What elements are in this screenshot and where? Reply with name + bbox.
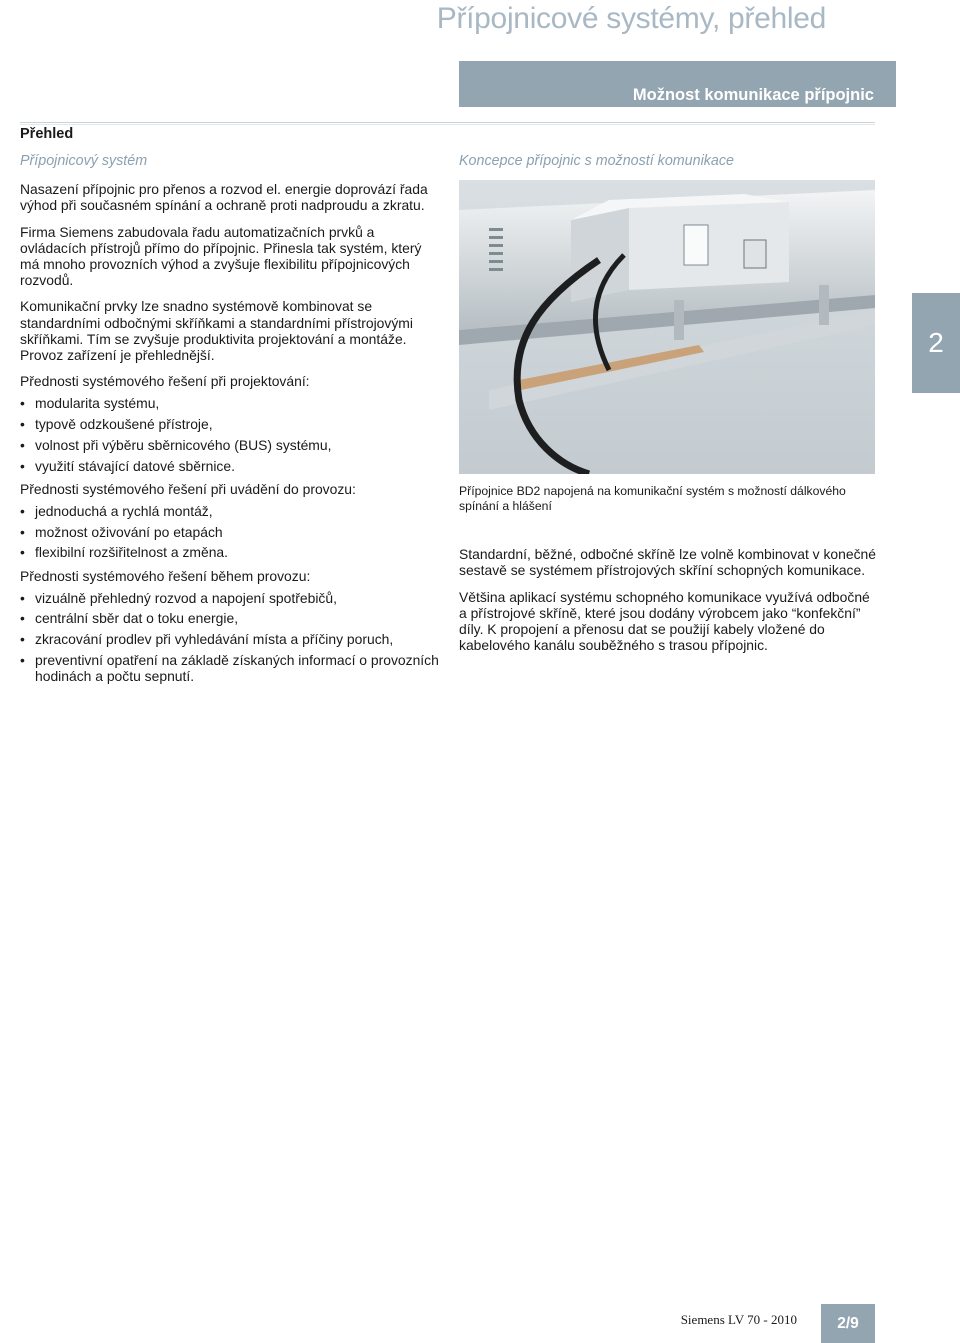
list-item: • volnost při výběru sběrnicového (BUS) systému, xyxy=(20,437,440,453)
section-title: Možnost komunikace přípojnic xyxy=(632,86,874,104)
list-item: • možnost oživování po etapách xyxy=(20,524,440,540)
list-intro: Přednosti systémového řešení při uvádění do provozu: xyxy=(20,480,356,497)
paragraph: Standardní, běžné, odbočné skříně lze volně kombinovat v konečné sestavě se systémem přístrojových skříní schopných komunikace. xyxy=(459,546,876,579)
bullet-list xyxy=(20,503,440,561)
divider-secondary xyxy=(20,124,875,125)
section-band xyxy=(459,61,896,107)
list-item: • využití stávající datové sběrnice. xyxy=(20,458,440,474)
list-item: • preventivní opatření na základě získaných informací o provozních hodinách a počtu sepnutí. xyxy=(20,652,440,684)
list-item: • modularita systému, xyxy=(20,395,440,411)
left-column xyxy=(20,153,440,691)
list-item: • jednoduchá a rychlá montáž, xyxy=(20,503,440,519)
photo-caption: Přípojnice BD2 napojená na komunikační systém s možností dálkového spínání a hlášení xyxy=(459,484,846,514)
list-intro: Přednosti systémového řešení při projektování: xyxy=(20,373,310,390)
list-item: • vizuálně přehledný rozvod a napojení spotřebičů, xyxy=(20,590,440,606)
section-heading: Přehled xyxy=(20,126,74,142)
list-intro: Přednosti systémového řešení během provozu: xyxy=(20,567,311,584)
list-item: • flexibilní rozšiřitelnost a změna. xyxy=(20,544,440,560)
footer-catalog: Siemens LV 70 - 2010 xyxy=(680,1312,797,1327)
divider xyxy=(20,122,875,123)
paragraph: Firma Siemens zabudovala řadu automatizačních prvků a ovládacích přístrojů přímo do přípojnic. Přinesla tak systém, který má mnoho provozních výhod a zvyšuje flexibilitu přípojnicových rozvodů. xyxy=(20,223,422,289)
page-number: 2/9 xyxy=(821,1304,875,1343)
bullet-list xyxy=(20,395,440,473)
paragraph: Komunikační prvky lze snadno systémově kombinovat se standardními odbočnými skříňkami a standardními přístrojovými skříňkami. Tím se zvyšuje produktivita projektování a montáže. Provoz zařízení je přehlednější. xyxy=(20,298,413,364)
chapter-tab: 2 xyxy=(912,293,960,393)
list-item: • centrální sběr dat o toku energie, xyxy=(20,610,440,626)
page-title: Přípojnicové systémy, přehled xyxy=(436,2,826,35)
right-column xyxy=(459,153,879,663)
right-subhead: Koncepce přípojnic s možností komunikace xyxy=(459,153,734,169)
busbar-photo xyxy=(459,180,875,474)
list-item: • typově odzkoušené přístroje, xyxy=(20,416,440,432)
paragraph: Většina aplikací systému schopného komunikace využívá odbočné a přístrojové skříně, které jsou dodány výrobcem jako “konfekční” díly. K propojení a přenosu dat se použijí kabely vložené do kabelového kanálu souběžného s trasou přípojnic. xyxy=(459,588,870,654)
list-item: • zkracování prodlev při vyhledávání místa a příčiny poruch, xyxy=(20,631,440,647)
bullet-list xyxy=(20,590,440,685)
left-subhead: Přípojnicový systém xyxy=(20,153,148,169)
paragraph: Nasazení přípojnic pro přenos a rozvod el. energie doprovází řada výhod při současném spínání a ochraně proti nadproudu a zkratu. xyxy=(20,181,428,214)
